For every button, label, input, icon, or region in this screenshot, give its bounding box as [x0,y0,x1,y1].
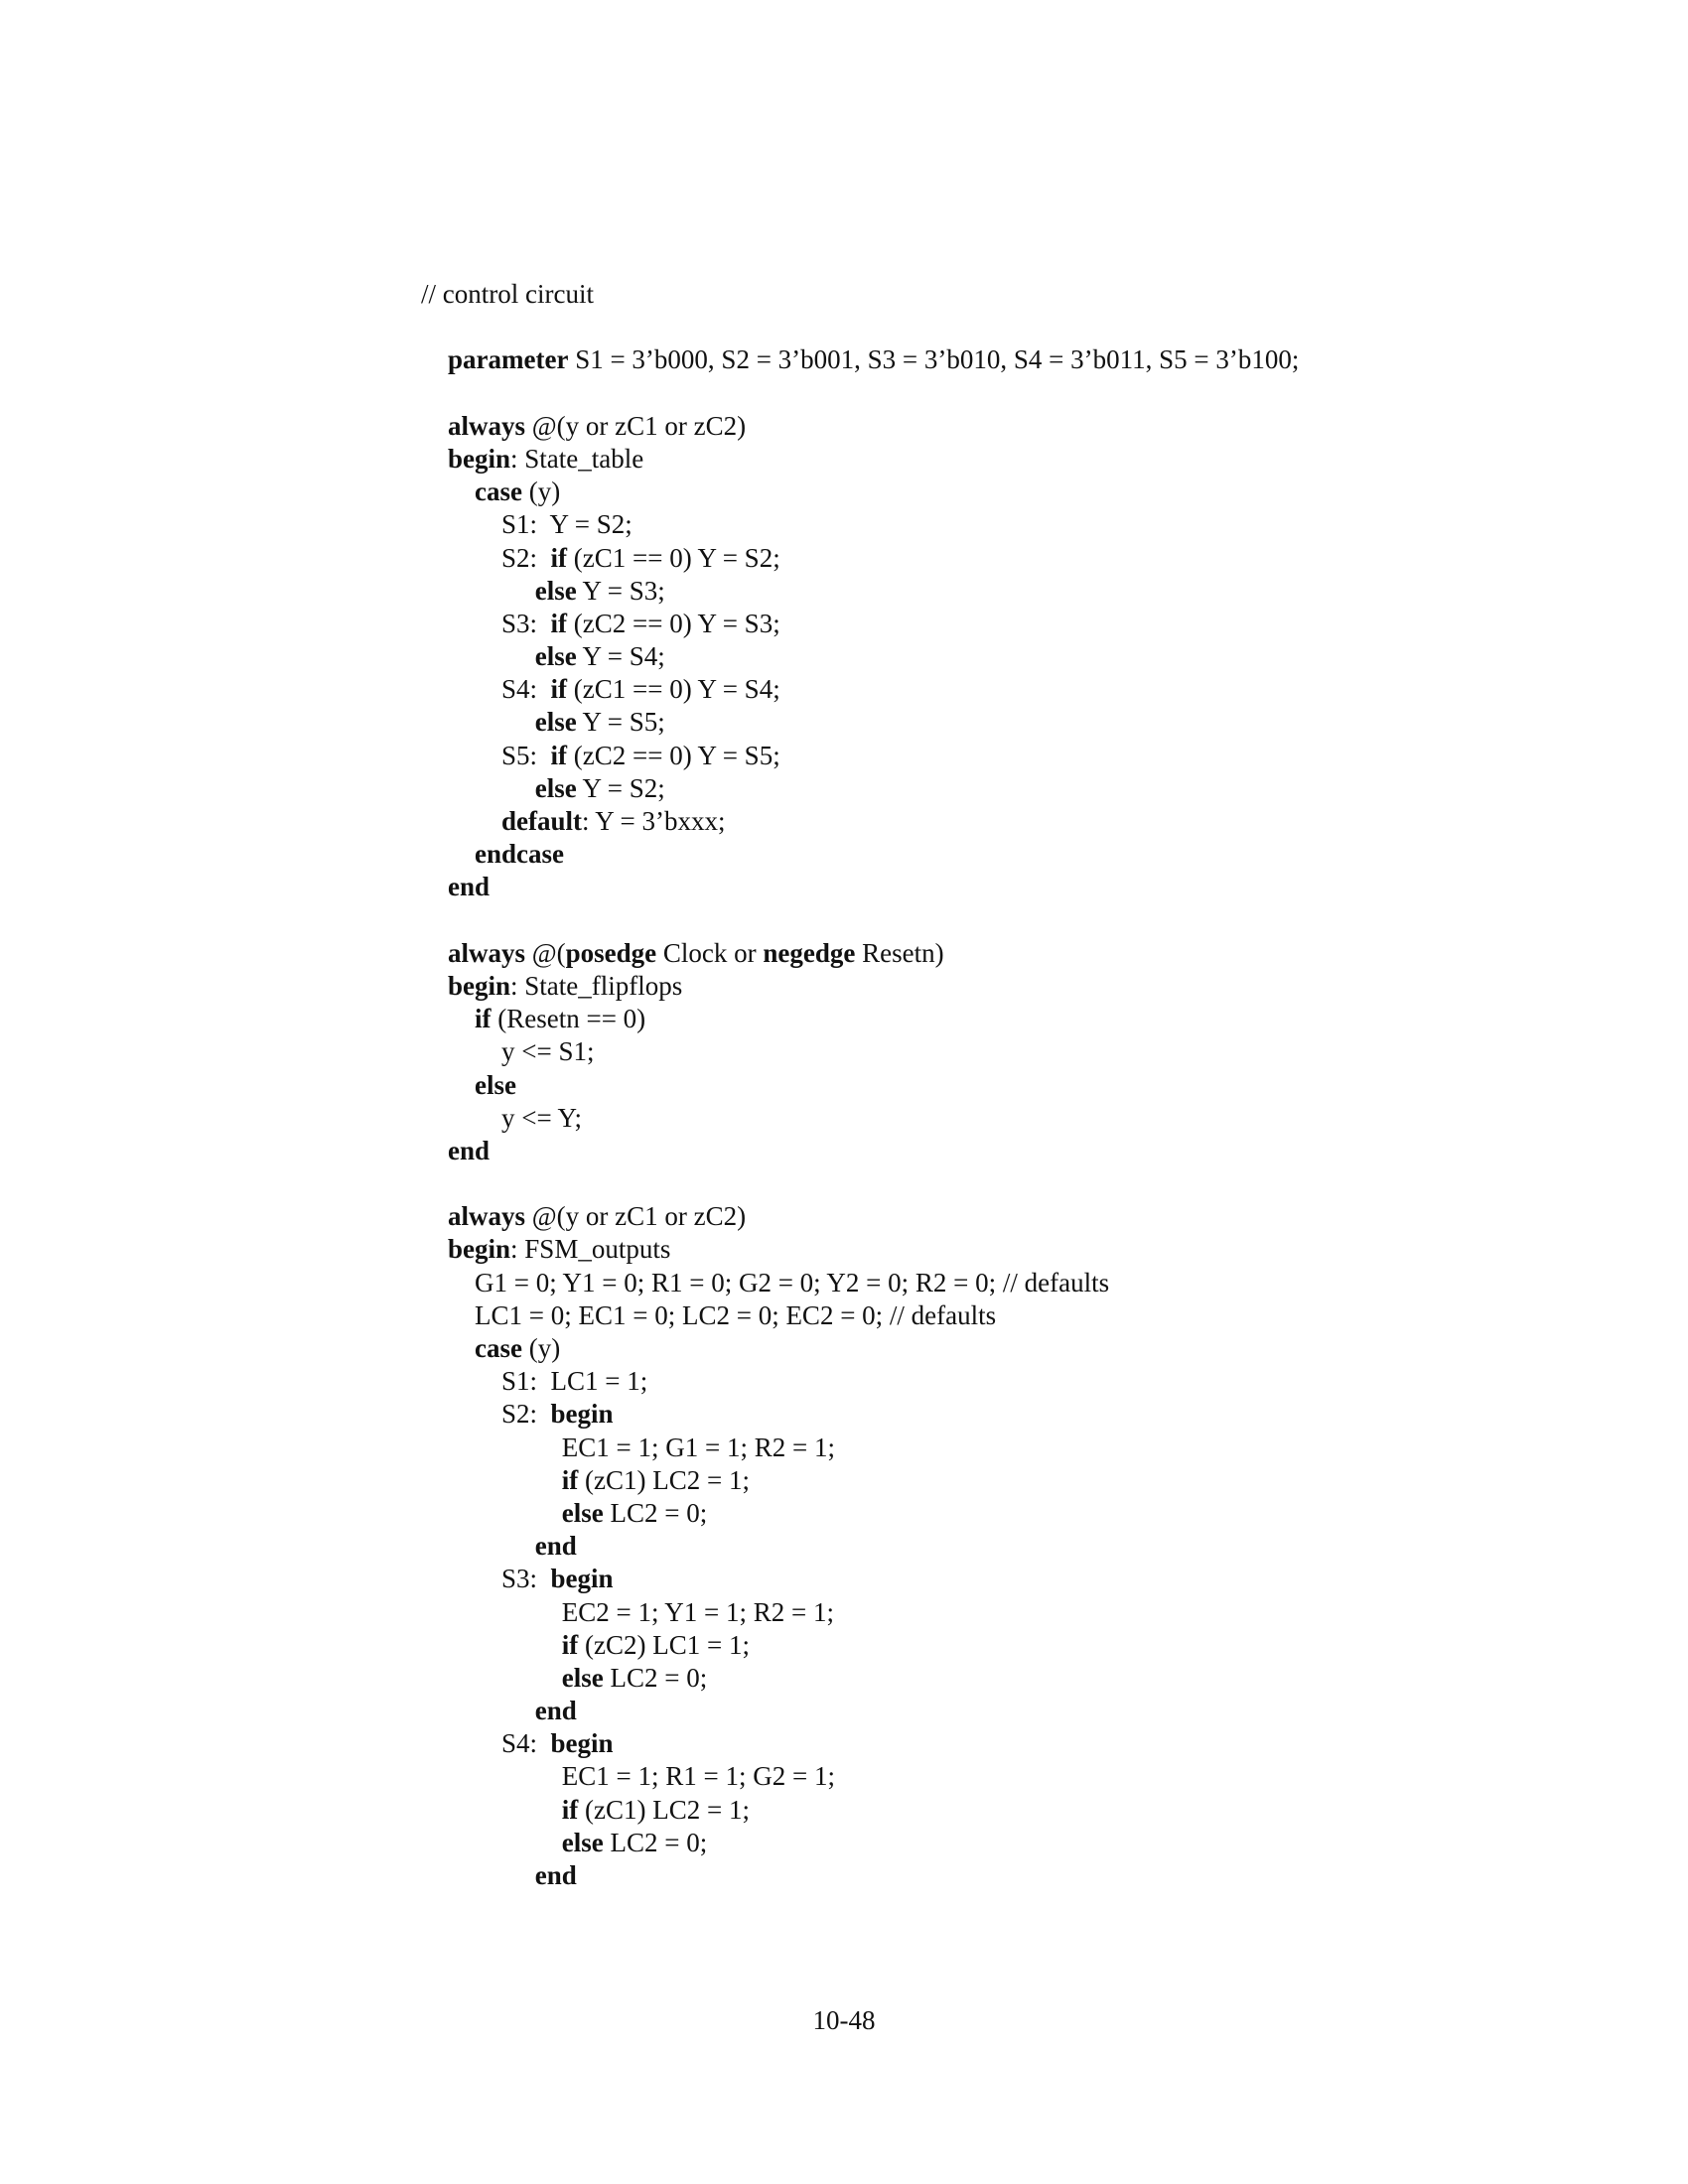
keyword: end [448,1135,491,1165]
blank-line [421,904,1299,937]
keyword: begin [550,1399,614,1430]
code-text: S1: Y = S2; [421,509,633,540]
keyword: begin [448,1234,511,1265]
keyword: else [561,1662,604,1693]
code-text [421,1465,562,1495]
code-line [421,1003,1299,1035]
code-line [421,1563,1299,1595]
code-line [421,1497,1299,1530]
page-number: 10-48 [812,2005,876,2035]
code-line [421,1662,1299,1695]
code-text [421,1795,562,1825]
code-text: // control circuit [421,279,594,309]
code-text: S4: [421,1728,551,1759]
code-text: (y) [521,1333,561,1363]
code-line [421,1695,1299,1727]
keyword: begin [448,443,511,474]
keyword: else [561,1827,604,1857]
code-line [421,278,1299,311]
verilog-code-listing [421,278,1299,1892]
code-text [421,839,475,869]
keyword: end [534,1696,577,1726]
code-line [421,1299,1299,1332]
keyword: if [550,740,568,770]
code-text: Clock or [656,937,764,968]
code-line [421,508,1299,541]
code-line [421,1859,1299,1892]
keyword: case [475,477,522,507]
code-line [421,1432,1299,1464]
keyword: else [534,707,577,738]
code-text: G1 = 0; Y1 = 0; R1 = 0; G2 = 0; Y2 = 0; R2 = 0; // defaults [421,1267,1110,1297]
code-text: : State_table [510,443,644,474]
keyword: always [448,1201,526,1232]
code-text [421,1234,448,1264]
code-line [421,937,1299,970]
code-text [421,773,535,803]
code-text: Y = S3; [576,575,665,606]
code-text: EC2 = 1; Y1 = 1; R2 = 1; [421,1596,834,1627]
code-text [421,477,475,506]
code-line [421,1596,1299,1629]
code-text [421,411,448,441]
code-text: EC1 = 1; R1 = 1; G2 = 1; [421,1761,835,1792]
code-line [421,706,1299,739]
keyword: end [534,1531,577,1562]
keyword: if [561,1629,579,1660]
code-text: S3: [421,1564,551,1594]
code-line [421,673,1299,706]
code-text: Resetn) [855,937,944,968]
code-text: Y = S5; [576,707,665,738]
code-text: S1 = 3’b000, S2 = 3’b001, S3 = 3’b010, S4 = 3’b011, S5 = 3’b100; [568,344,1300,375]
code-line [421,970,1299,1003]
code-text: Y = S2; [576,772,665,803]
keyword: begin [448,970,511,1001]
keyword: if [550,608,568,638]
code-line [421,640,1299,673]
code-line [421,1629,1299,1662]
code-line [421,1200,1299,1233]
code-line [421,740,1299,772]
keyword: else [534,641,577,672]
code-text [421,1498,562,1528]
code-line [421,1267,1299,1299]
code-text: : FSM_outputs [510,1234,671,1265]
code-line [421,542,1299,575]
code-line [421,608,1299,640]
keyword: else [561,1497,604,1528]
code-text: : Y = 3’bxxx; [582,806,726,836]
code-text: Y = S4; [576,641,665,672]
code-line [421,772,1299,805]
keyword: begin [550,1728,614,1759]
code-text [421,938,448,968]
code-line [421,476,1299,508]
code-text: S2: [421,1399,551,1430]
code-line [421,805,1299,838]
code-text [421,707,535,737]
code-text [421,1201,448,1231]
keyword: always [448,937,526,968]
code-line [421,1233,1299,1266]
code-text: LC2 = 0; [603,1662,708,1693]
keyword: begin [550,1564,614,1594]
code-line [421,1135,1299,1167]
code-text [421,806,501,836]
keyword: always [448,410,526,441]
keyword: if [561,1794,579,1825]
code-text: S3: [421,608,551,638]
code-line [421,1069,1299,1102]
code-text [421,1070,475,1100]
code-text [421,344,448,374]
keyword: end [448,872,491,902]
code-text: @(y or zC1 or zC2) [525,410,747,441]
code-text [421,641,535,671]
code-text [421,1531,535,1561]
code-line [421,1827,1299,1859]
code-text [421,1136,448,1165]
code-text [421,576,535,606]
code-line [421,1760,1299,1793]
code-text: (zC2 == 0) Y = S5; [567,740,780,770]
keyword: else [534,575,577,606]
code-text: EC1 = 1; G1 = 1; R2 = 1; [421,1432,835,1462]
blank-line [421,1167,1299,1200]
code-text [421,1004,475,1033]
code-text: S1: LC1 = 1; [421,1366,648,1397]
keyword: if [550,542,568,573]
code-line [421,343,1299,376]
code-text [421,1696,535,1725]
code-text [421,1663,562,1693]
code-text: LC1 = 0; EC1 = 0; LC2 = 0; EC2 = 0; // defaults [421,1299,997,1330]
keyword: negedge [763,937,856,968]
code-line [421,575,1299,608]
code-line [421,1464,1299,1497]
keyword: if [561,1464,579,1495]
code-text: @(y or zC1 or zC2) [525,1201,747,1232]
code-line [421,1035,1299,1068]
code-text: (zC1 == 0) Y = S2; [567,542,780,573]
code-text: (y) [521,477,561,507]
code-line [421,443,1299,476]
code-line [421,838,1299,871]
code-text [421,444,448,474]
code-text: (zC1) LC2 = 1; [578,1794,750,1825]
code-text: (zC1) LC2 = 1; [578,1464,750,1495]
code-text [421,1630,562,1660]
code-text: LC2 = 0; [603,1827,708,1857]
code-line [421,1398,1299,1431]
keyword: endcase [475,839,564,870]
code-line [421,410,1299,443]
code-text: (zC2) LC1 = 1; [578,1629,750,1660]
keyword: if [475,1004,492,1034]
code-text: @( [525,937,566,968]
code-line [421,1102,1299,1135]
code-line [421,1530,1299,1563]
code-text [421,1333,475,1363]
keyword: else [475,1069,516,1100]
code-text: y <= Y; [421,1102,582,1133]
code-text: y <= S1; [421,1036,595,1067]
code-line [421,1332,1299,1365]
code-line [421,1727,1299,1760]
code-text [421,1860,535,1890]
code-text: S4: [421,674,551,705]
keyword: end [534,1860,577,1890]
code-text: (Resetn == 0) [491,1004,646,1034]
keyword: if [550,674,568,705]
code-text: (zC1 == 0) Y = S4; [567,674,780,705]
code-text: LC2 = 0; [603,1497,708,1528]
code-text: S2: [421,542,551,573]
code-line [421,1365,1299,1398]
code-line [421,1794,1299,1827]
keyword: else [534,772,577,803]
keyword: parameter [448,344,569,375]
code-text: : State_flipflops [510,970,683,1001]
code-line [421,871,1299,903]
code-text [421,1828,562,1857]
code-text [421,971,448,1001]
code-text: (zC2 == 0) Y = S3; [567,608,780,638]
blank-line [421,311,1299,343]
code-text [421,872,448,901]
keyword: default [501,806,582,836]
blank-line [421,377,1299,410]
keyword: posedge [565,937,657,968]
code-text: S5: [421,740,551,770]
keyword: case [475,1333,522,1363]
